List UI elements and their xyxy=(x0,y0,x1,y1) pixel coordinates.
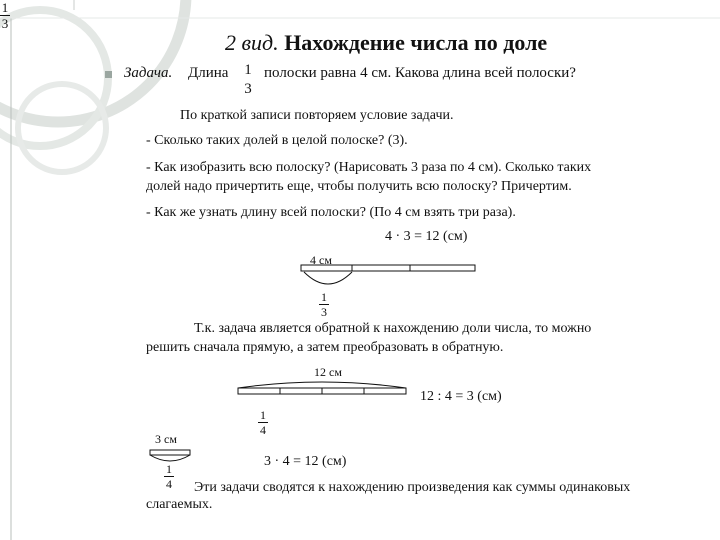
decorative-ring-medium xyxy=(0,10,108,146)
task-text-after: полоски равна 4 см. Какова длина всей полоски? xyxy=(264,65,576,81)
diagram3-brace xyxy=(150,455,190,461)
page-title xyxy=(225,30,547,56)
bullet-marker xyxy=(105,71,112,78)
decorative-ring-large xyxy=(0,0,186,122)
diagram1-bar xyxy=(301,265,475,271)
diagram3-fraction xyxy=(164,463,174,490)
task-fraction-denominator: 3 xyxy=(244,81,252,97)
diagram2-fraction xyxy=(258,409,268,436)
note-line-a: Т.к. задача является обратной к нахождению доли числа, то можно xyxy=(194,321,592,336)
repeat-line: По краткой записи повторяем условие задачи. xyxy=(180,108,454,123)
diagram2-fraction-numerator: 1 xyxy=(260,408,266,422)
corner-fraction-numerator: 1 xyxy=(1,0,9,15)
question-1: - Сколько таких долей в целой полоске? (3). xyxy=(146,133,408,148)
diagram3-fraction-denominator: 4 xyxy=(166,477,172,491)
equation-3: 3 · 4 = 12 (см) xyxy=(264,454,347,469)
note-line-b: решить сначала прямую, а затем преобразовать в обратную. xyxy=(146,340,504,355)
task-text-before: Длина xyxy=(188,65,229,81)
question-2a: - Как изобразить всю полоску? (Нарисовать 3 раза по 4 см). Сколько таких xyxy=(146,160,592,175)
task-fraction-numerator: 1 xyxy=(244,62,252,78)
diagram1-label: 4 см xyxy=(310,253,332,267)
task-label: Задача. xyxy=(124,65,173,81)
diagram2-strip xyxy=(236,376,412,408)
diagram3-label: 3 см xyxy=(155,432,177,446)
diagram1-fraction xyxy=(319,291,329,318)
task-fraction xyxy=(240,63,256,97)
decorative-ring-small xyxy=(18,84,106,172)
diagram2-label: 12 см xyxy=(314,365,342,379)
corner-fraction-denominator: 3 xyxy=(1,16,9,31)
title-prefix: 2 вид. xyxy=(225,30,279,55)
diagram1-fraction-denominator: 3 xyxy=(321,305,327,319)
corner-fraction xyxy=(0,1,10,30)
diagram2-fraction-denominator: 4 xyxy=(260,423,266,437)
diagram1-fraction-numerator: 1 xyxy=(321,290,327,304)
diagram2-top-brace xyxy=(238,382,406,388)
diagram3-fraction-numerator: 1 xyxy=(166,462,172,476)
question-3: - Как же узнать длину всей полоски? (По 4 см взять три раза). xyxy=(146,205,516,220)
equation-1: 4 · 3 = 12 (см) xyxy=(385,229,468,244)
diagram1-brace xyxy=(304,272,352,284)
equation-2: 12 : 4 = 3 (см) xyxy=(420,389,502,404)
final-line-a: Эти задачи сводятся к нахождению произведения как суммы одинаковых xyxy=(194,480,631,495)
question-2b: долей надо причертить еще, чтобы получить всю полоску? Причертим. xyxy=(146,179,572,194)
diagram3-bar xyxy=(150,450,190,455)
final-line-b: слагаемых. xyxy=(146,497,213,512)
title-main: Нахождение числа по доле xyxy=(284,30,548,55)
